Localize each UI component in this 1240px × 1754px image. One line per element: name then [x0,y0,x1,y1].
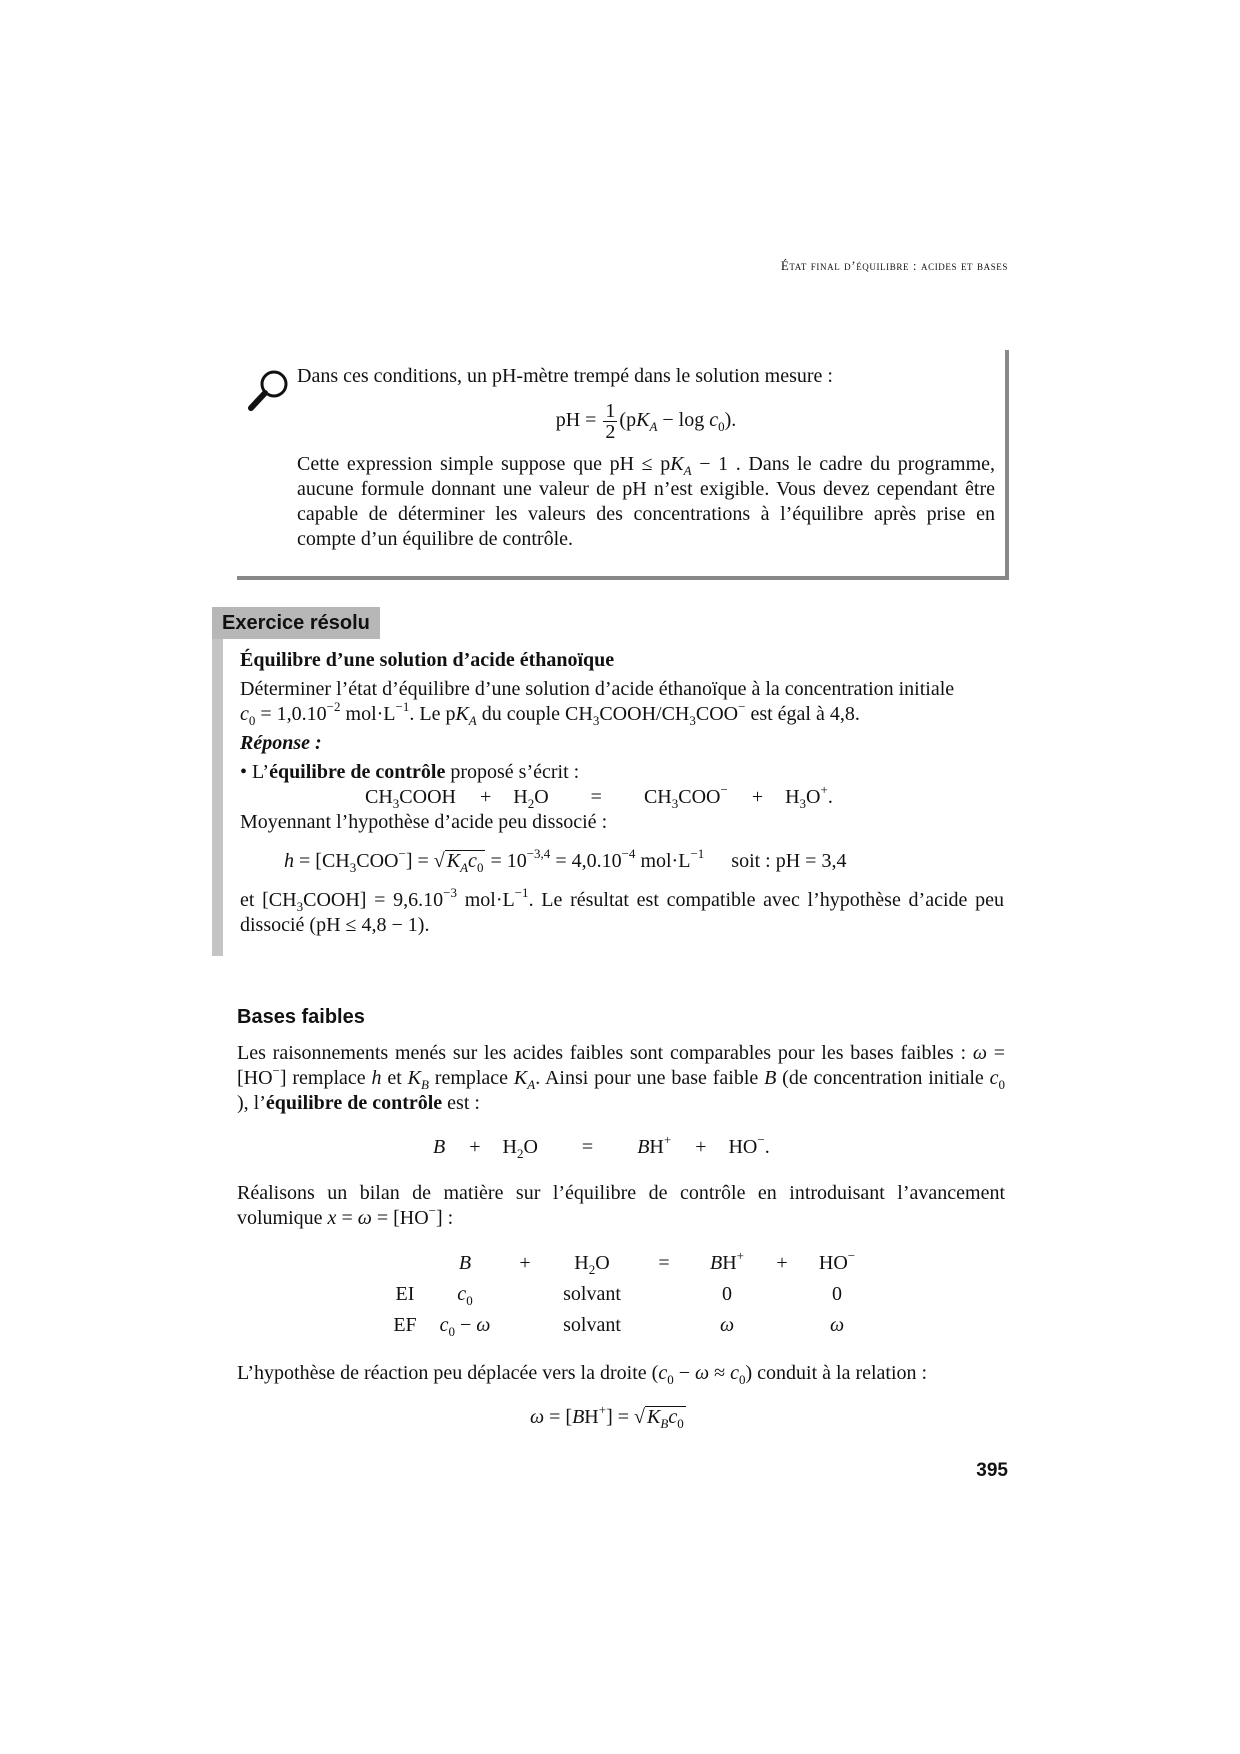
bullet-control-equilibrium: • L’équilibre de contrôle proposé s’écrit : [240,761,580,783]
mass-balance-table [380,1248,870,1341]
magnifier-icon [247,368,291,412]
exercise-conclusion: et $[CH_3COOH] = 9,6.10^{-3}$ $mol\cdot L^{-1}$. Le résultat est compatible avec l’hypothèse d’acide peu dissocié (pH ≤ 4,8 − 1). [240,885,1005,936]
bases-paragraph-2: Réalisons un bilan de matière sur l’équilibre de contrôle en introduisant l’avancement volumique x = ω = [HO−] : [237,1182,1005,1229]
bullet-icon: • [240,761,248,783]
omega-relation: ω = [BH+] = √ $K_Bc_0$ [530,1402,684,1431]
answer-label: Réponse : [240,732,322,754]
one-half-fraction: $\frac{1}{2}$ [605,400,616,443]
remark-text: Cette expression simple suppose que pH ≤ $pK_A - 1$ . Dans le cadre du programme, aucune formule donnant une valeur de pH n’est exigible. Vous devez cependant être capable de déterminer les valeurs des concentrations à l’équilibre après prise en compte d’un équilibre de contrôle. [297,453,995,550]
exercise-title: Équilibre d’une solution d’acide éthanoïque [240,649,615,671]
running-header: État final d’équilibre : acides et bases [780,258,1008,273]
remark-box [237,350,1009,580]
exercise-body [240,648,1004,938]
table-row: B + $H_2O$ = BH+ + HO− [458,1248,856,1277]
bases-paragraph-1: Les raisonnements menés sur les acides faibles sont comparables pour les bases faibles : ω = [HO−] remplace h et $K_B$ remplace $K_A$. Ainsi pour une base faible B (de concentration initiale $c_0$ ), l’équilibre de contrôle est : [237,1042,1005,1114]
table-row: EI $c_0$ solvant 0 0 [395,1283,842,1308]
base-equilibrium-equation: B + $H_2O$ = BH+ + HO−. [433,1132,770,1161]
table-row: EF $c_0 - \omega$ solvant ω ω [393,1314,845,1339]
page-number: 395 [976,1460,1008,1481]
remark-formula: pH = $\frac{1}{2}$ $(pK_A - \log c_0)$. [555,400,737,443]
exercise-tab: Exercice résolu [212,607,380,639]
h-equation: $h = [CH_3COO^-]$ = √ $K_Ac_0 = 10^{-3,4} = 4,0.10^{-4}$ $mol\cdot L^{-1}$ soit : pH = 3,4 [284,846,847,875]
section-heading: Bases faibles [237,1006,365,1028]
exercise-statement: Déterminer l’état d’équilibre d’une solution d’acide éthanoïque à la concentration initiale $c_0 = 1,0.10^{-2}$ $mol\cdot L^{-1}$. Le $pK_A$ du couple $CH_3COOH/CH_3COO^-$ est égal à 4,8. [240,678,955,728]
bases-paragraph-3: L’hypothèse de réaction peu déplacée vers la droite $(c_0 - \omega \approx c_0)$ conduit à la relation : [237,1362,928,1387]
acid-equilibrium-equation: $CH_3COOH$ + $H_2O$ = $CH_3COO^-$ + $H_3O^+$. [365,782,833,811]
exercise-side-rule [212,639,223,956]
remark-intro: Dans ces conditions, un pH-mètre trempé dans le solution mesure : [297,365,833,387]
hypothesis-text: Moyennant l’hypothèse d’acide peu dissocié : [240,811,608,833]
